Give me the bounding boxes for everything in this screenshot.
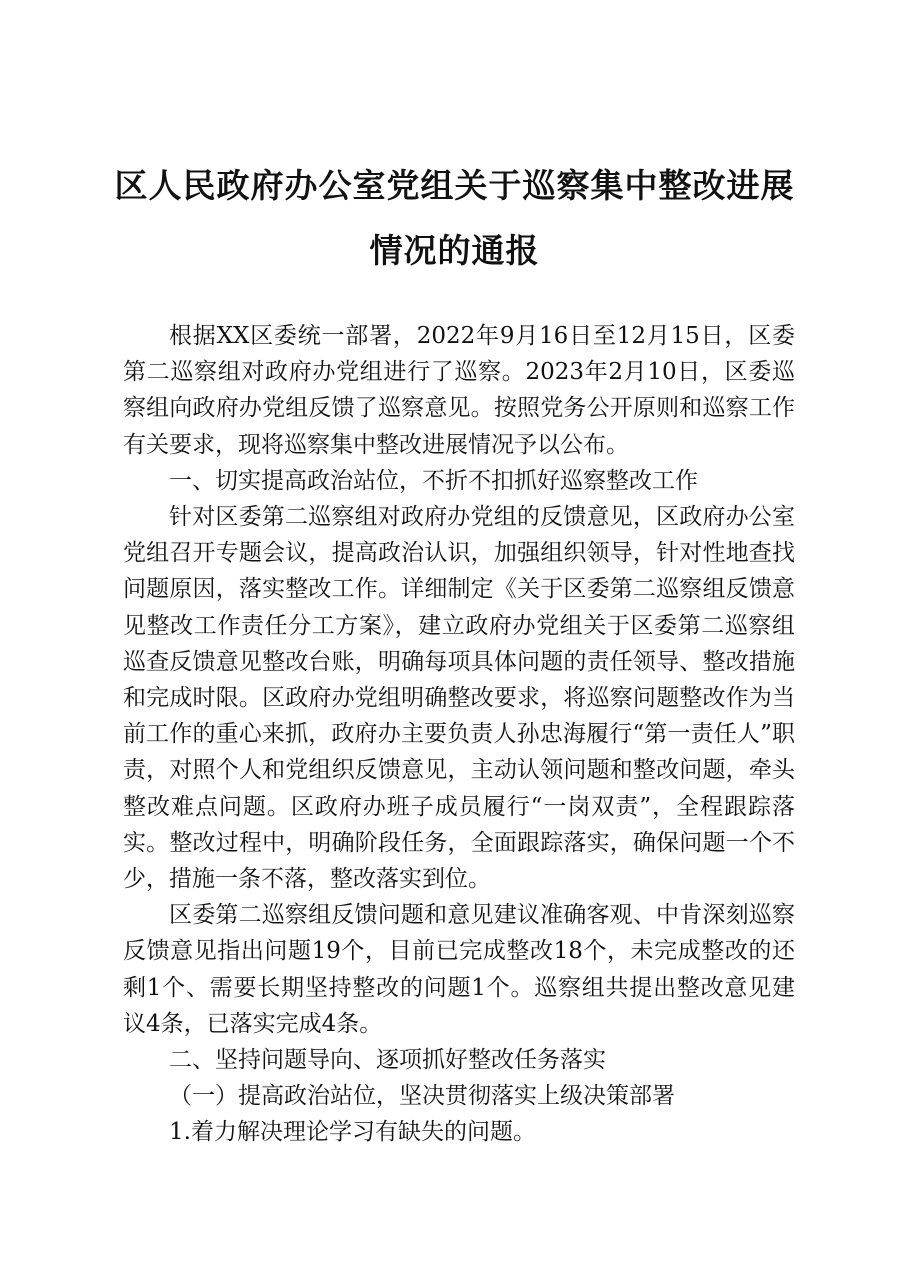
- subsection-heading-1: （一）提高政治站位，坚决贯彻落实上级决策部署: [169, 1083, 675, 1110]
- paragraph-rectification-work: 针对区委第二巡察组对政府办党组的反馈意见，区政府办公室党组召开专题会议，提高政治认识，加强组织领导，针对性地查找问题原因，落实整改工作。详细制定《关于区委第二巡察组反馈意见整改工作责任分工方案》，建立政府办党组关于区委第二巡察组巡查反馈意见整改台账，明确每项具体问题的责任领导、整改措施和完成时限。区政府办党组明确整改要求，将巡察问题整改作为当前工作的重心来抓，政府办主要负责人孙忠海履行“第一责任人”职责，对照个人和党组织反馈意见，主动认领问题和整改问题，牵头整改难点问题。区政府办班子成员履行“一岗双责”，全程跟踪落实。整改过程中，明确阶段任务，全面跟踪落实，确保问题一个不少，措施一条不落，整改落实到位。: [123, 504, 795, 893]
- document-body: [123, 318, 795, 1151]
- document-title-line-1: 区人民政府办公室党组关于巡察集中整改进展: [114, 166, 795, 205]
- item-heading-1: 1.着力解决理论学习有缺失的问题。: [169, 1119, 536, 1146]
- document-title-line-2: 情况的通报: [369, 231, 540, 270]
- section-heading-2: 二、坚持问题导向、逐项抓好整改任务落实: [169, 1047, 606, 1074]
- paragraph-intro: 根据XX区委统一部署，2022年9月16日至12月15日，区委第二巡察组对政府办党组进行了巡察。2023年2月10日，区委巡察组向政府办党组反馈了巡察意见。按照党务公开原则和巡察工作有关要求，现将巡察集中整改进展情况予以公布。: [123, 323, 795, 458]
- section-heading-1: 一、切实提高政治站位，不折不扣抓好巡察整改工作: [169, 467, 698, 494]
- paragraph-feedback-summary: 区委第二巡察组反馈问题和意见建议准确客观、中肯深刻巡察反馈意见指出问题19个，目前已完成整改18个，未完成整改的还剩1个、需要长期坚持整改的问题1个。巡察组共提出整改意见建议4条，已落实完成4条。: [123, 902, 795, 1037]
